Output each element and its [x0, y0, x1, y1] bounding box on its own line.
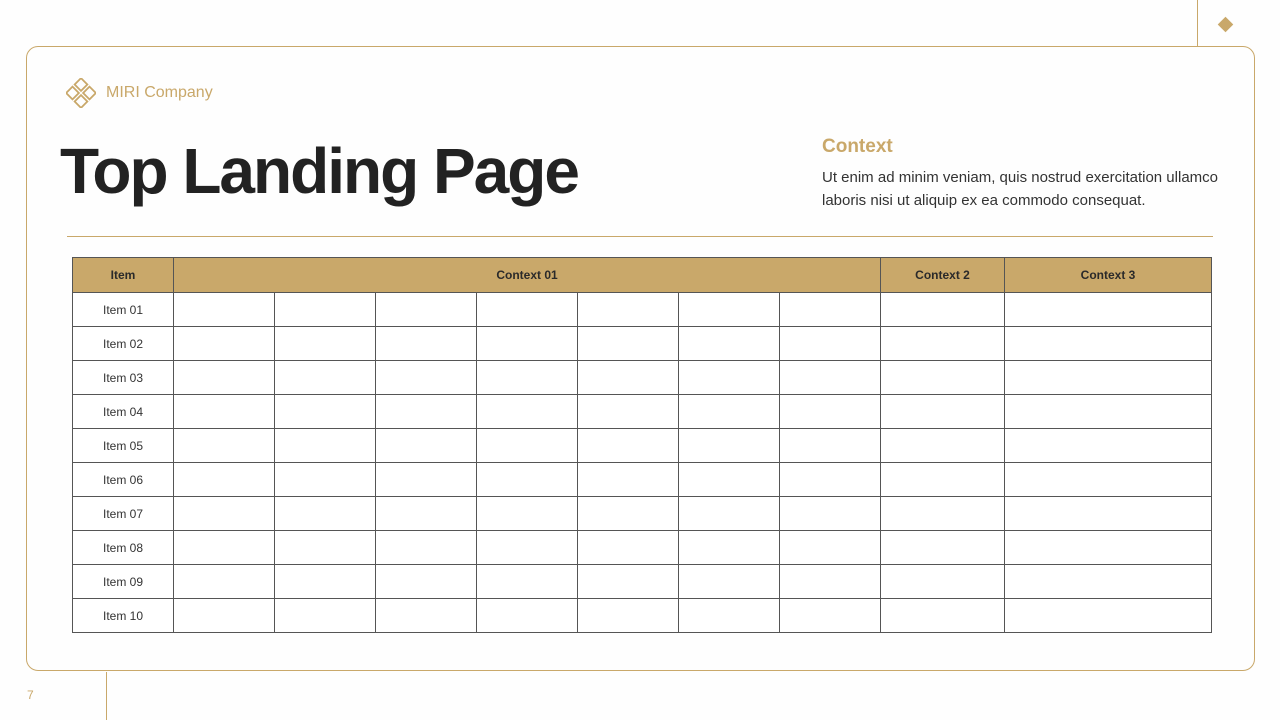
table-header-row: [73, 258, 1212, 293]
table-cell[interactable]: [174, 395, 275, 429]
table-cell[interactable]: [1005, 327, 1212, 361]
table-cell[interactable]: [477, 463, 578, 497]
top-vertical-line: [1197, 0, 1198, 46]
table-cell[interactable]: [578, 599, 679, 633]
table-cell[interactable]: [1005, 361, 1212, 395]
header-context-01: Context 01: [174, 258, 881, 293]
table-row: [73, 599, 1212, 633]
table-cell[interactable]: [477, 429, 578, 463]
section-divider: [67, 236, 1213, 237]
table-cell[interactable]: [174, 463, 275, 497]
table-cell[interactable]: [376, 395, 477, 429]
table-cell[interactable]: [275, 429, 376, 463]
row-label: Item 05: [73, 429, 174, 463]
table-row: [73, 327, 1212, 361]
table-cell[interactable]: [780, 497, 881, 531]
page-number: 7: [27, 688, 34, 702]
row-label: Item 09: [73, 565, 174, 599]
table-cell[interactable]: [679, 327, 780, 361]
table-cell[interactable]: [1005, 293, 1212, 327]
table-cell[interactable]: [174, 531, 275, 565]
table-cell[interactable]: [679, 395, 780, 429]
row-label: Item 07: [73, 497, 174, 531]
table-row: [73, 497, 1212, 531]
table-cell[interactable]: [881, 531, 1005, 565]
table-cell[interactable]: [1005, 599, 1212, 633]
table-cell[interactable]: [881, 565, 1005, 599]
table-cell[interactable]: [477, 565, 578, 599]
table-cell[interactable]: [1005, 531, 1212, 565]
company-logo: [66, 78, 213, 108]
table-cell[interactable]: [477, 531, 578, 565]
table-cell[interactable]: [477, 395, 578, 429]
table-cell[interactable]: [881, 327, 1005, 361]
table-cell[interactable]: [578, 463, 679, 497]
table-cell[interactable]: [780, 327, 881, 361]
table-cell[interactable]: [275, 395, 376, 429]
table-row: [73, 429, 1212, 463]
table-cell[interactable]: [275, 327, 376, 361]
table-cell[interactable]: [578, 327, 679, 361]
row-label: Item 03: [73, 361, 174, 395]
table-row: [73, 463, 1212, 497]
table-cell[interactable]: [881, 293, 1005, 327]
header-context-2: Context 2: [881, 258, 1005, 293]
table-cell[interactable]: [679, 497, 780, 531]
table-cell[interactable]: [780, 395, 881, 429]
table-cell[interactable]: [376, 599, 477, 633]
table-cell[interactable]: [578, 361, 679, 395]
table-cell[interactable]: [477, 293, 578, 327]
table-cell[interactable]: [174, 293, 275, 327]
diamond-cluster-logo-icon: [66, 78, 96, 108]
table-cell[interactable]: [1005, 429, 1212, 463]
table-cell[interactable]: [174, 327, 275, 361]
table-row: [73, 565, 1212, 599]
table-cell[interactable]: [578, 395, 679, 429]
table-cell[interactable]: [376, 463, 477, 497]
table-cell[interactable]: [679, 361, 780, 395]
table-cell[interactable]: [881, 429, 1005, 463]
table-cell[interactable]: [1005, 463, 1212, 497]
table-cell[interactable]: [275, 531, 376, 565]
table-cell[interactable]: [275, 497, 376, 531]
context-body: Ut enim ad minim veniam, quis nostrud exercitation ullamco laboris nisi ut aliquip ex ea commodo consequat.: [822, 169, 1218, 209]
page-title: Top Landing Page: [60, 135, 578, 207]
table-cell[interactable]: [174, 429, 275, 463]
table-cell[interactable]: [174, 565, 275, 599]
table-row: [73, 293, 1212, 327]
table-cell[interactable]: [376, 497, 477, 531]
table-cell[interactable]: [275, 565, 376, 599]
table-cell[interactable]: [881, 463, 1005, 497]
table-cell[interactable]: [1005, 395, 1212, 429]
header-context-3: Context 3: [1005, 258, 1212, 293]
table-cell[interactable]: [881, 497, 1005, 531]
row-label: Item 02: [73, 327, 174, 361]
table-cell[interactable]: [376, 327, 477, 361]
table-cell[interactable]: [477, 361, 578, 395]
table-cell[interactable]: [275, 599, 376, 633]
company-name: MIRI Company: [106, 84, 213, 101]
row-label: Item 04: [73, 395, 174, 429]
row-label: Item 01: [73, 293, 174, 327]
table-cell[interactable]: [174, 599, 275, 633]
table-cell[interactable]: [275, 361, 376, 395]
table-cell[interactable]: [578, 565, 679, 599]
table-cell[interactable]: [780, 565, 881, 599]
header-item: Item: [73, 258, 174, 293]
table-cell[interactable]: [477, 327, 578, 361]
data-table: [72, 257, 1212, 633]
table-cell[interactable]: [578, 531, 679, 565]
table-row: [73, 531, 1212, 565]
table-row: [73, 361, 1212, 395]
table-cell[interactable]: [881, 395, 1005, 429]
table-cell[interactable]: [780, 531, 881, 565]
table-cell[interactable]: [780, 293, 881, 327]
table-body: [73, 293, 1212, 633]
row-label: Item 08: [73, 531, 174, 565]
row-label: Item 06: [73, 463, 174, 497]
table-cell[interactable]: [578, 497, 679, 531]
table-cell[interactable]: [679, 531, 780, 565]
table-cell[interactable]: [174, 497, 275, 531]
table-cell[interactable]: [679, 565, 780, 599]
table-cell[interactable]: [376, 565, 477, 599]
table-cell[interactable]: [780, 599, 881, 633]
row-label: Item 10: [73, 599, 174, 633]
table-cell[interactable]: [780, 361, 881, 395]
table-cell[interactable]: [1005, 497, 1212, 531]
table-cell[interactable]: [376, 429, 477, 463]
table-cell[interactable]: [578, 293, 679, 327]
bottom-vertical-line: [106, 672, 107, 720]
table-cell[interactable]: [780, 429, 881, 463]
table-cell[interactable]: [376, 531, 477, 565]
table-cell[interactable]: [578, 429, 679, 463]
table-cell[interactable]: [174, 361, 275, 395]
table-cell[interactable]: [679, 429, 780, 463]
table-cell[interactable]: [881, 599, 1005, 633]
table-cell[interactable]: [679, 293, 780, 327]
table-cell[interactable]: [780, 463, 881, 497]
table-cell[interactable]: [376, 361, 477, 395]
table-cell[interactable]: [1005, 565, 1212, 599]
context-heading: Context: [822, 136, 893, 157]
table-cell[interactable]: [477, 599, 578, 633]
table-cell[interactable]: [881, 361, 1005, 395]
table-cell[interactable]: [477, 497, 578, 531]
diamond-icon: [1218, 17, 1234, 33]
table-cell[interactable]: [275, 463, 376, 497]
table-cell[interactable]: [376, 293, 477, 327]
table-cell[interactable]: [679, 599, 780, 633]
table-cell[interactable]: [679, 463, 780, 497]
table-cell[interactable]: [275, 293, 376, 327]
table-row: [73, 395, 1212, 429]
